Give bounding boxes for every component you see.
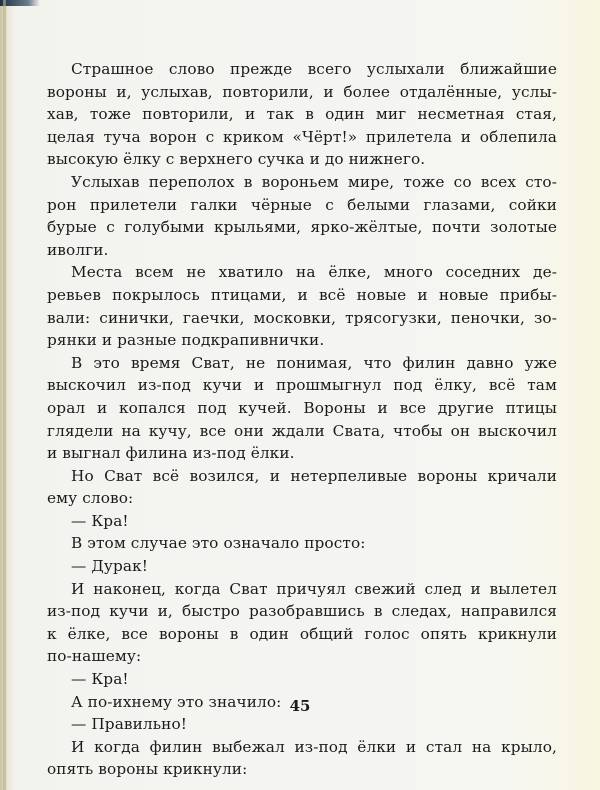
text-line: И когда филин выбежал из-под ёлки и стал на крыло, [71,737,557,756]
text-line: Но Сват всё возился, и нетерпеливые вороны кричали [71,466,557,485]
text-line: Места всем не хватило на ёлке, много соседних де- [71,263,557,282]
text-line: целая туча ворон с криком «Чёрт!» прилетела и облепила [47,127,557,146]
text-line: высокую ёлку с верхнего сучка и до нижнего. [47,150,426,169]
text-line: Страшное слово прежде всего услыхали ближайшие [71,60,557,78]
text-line: — Правильно! [71,715,188,734]
text-line: глядели на кучу, все они ждали Свата, чтобы он выскочил [47,421,557,440]
text-line: В этом случае это означало просто: [71,534,366,553]
text-line: вороны и, услыхав, повторили, и более отдалённые, услы- [47,82,557,101]
text-line: выскочил из-под кучи и прошмыгнул под ёлку, всё там [47,376,557,395]
text-line: рон прилетели галки чёрные с белыми глазами, сойки [47,195,557,214]
page-number: 45 [289,697,311,715]
text-line: рянки и разные подкрапивнички. [47,331,325,350]
text-line: — Дурак! [71,557,149,576]
text-line: и выгнал филина из-под ёлки. [47,444,295,463]
body-text [47,58,557,781]
text-line: А по-ихнему это значило: [71,692,282,711]
page-gutter-edge [3,0,6,790]
text-line: Услыхав переполох в вороньем мире, тоже со всех сто- [71,172,557,191]
text-line: орал и копался под кучей. Вороны и все другие птицы [47,398,557,417]
text-line: ревьев покрылось птицами, и всё новые и новые прибы- [47,285,557,304]
text-line: — Кра! [71,670,129,689]
text-line: ему слово: [47,489,134,508]
text-line: из-под кучи и, быстро разобравшись в следах, направился [47,602,557,621]
book-spine-shadow [0,0,40,6]
text-line: по-нашему: [47,647,142,666]
text-line: И наконец, когда Сват причуял свежий след и вылетел [71,579,557,598]
text-line: хав, тоже повторили, и так в один миг несметная стая, [47,105,557,124]
text-line: к ёлке, все вороны в один общий голос опять крикнули [47,624,557,643]
text-line: бурые с голубыми крыльями, ярко-жёлтые, почти золотые [47,218,557,237]
text-line: вали: синички, гаечки, московки, трясогузки, пеночки, зо- [47,308,557,327]
text-line: — Кра! [71,511,129,530]
text-line: опять вороны крикнули: [47,760,248,779]
text-line: В это время Сват, не понимая, что филин давно уже [71,353,557,372]
text-line: иволги. [47,240,109,259]
